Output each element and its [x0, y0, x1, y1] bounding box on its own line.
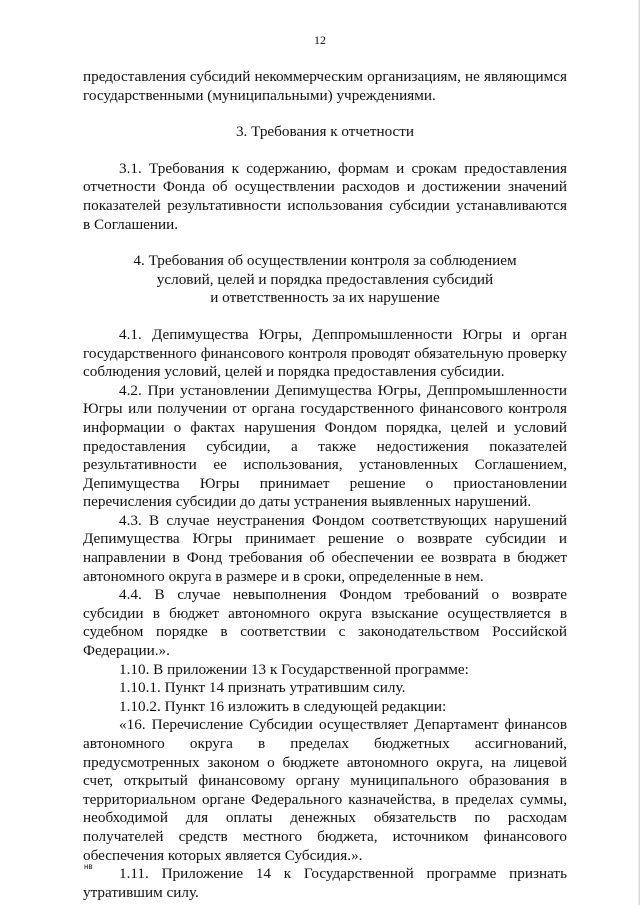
paragraph-4-1: 4.1. Депимущества Югры, Деппромышленности Югры и орган государственного финансового контроля проводят обязательную проверку соблюдения условий, целей и порядка предоставления субсидии. — [83, 325, 567, 381]
paragraph-1-11: 1.11. Приложение 14 к Государственной программе признать утратившим силу. — [83, 865, 567, 901]
page-number: 12 — [314, 33, 326, 47]
paragraph-4-3: 4.3. В случае неустранения Фондом соответствующих нарушений Депимущества Югры принимает решение о возврате субсидии и направлении в Фонд требования об обеспечении ее возврата в бюджет автономного округа в размере и в сроки, определенные в нем. — [83, 511, 567, 585]
paragraph-1-10-1: 1.10.1. Пункт 14 признать утратившим силу. — [119, 679, 406, 697]
document-body — [83, 68, 567, 902]
section-4-title-line: 4. Требования об осуществлении контроля за соблюдением — [133, 252, 517, 270]
paragraph-1-10-2: 1.10.2. Пункт 16 изложить в следующей редакции: — [119, 697, 447, 715]
section-4-title — [83, 252, 567, 308]
paragraph-1-10: 1.10. В приложении 13 к Государственной программе: — [119, 660, 469, 678]
paragraph-3-1: 3.1. Требования к содержанию, формам и срокам предоставления отчетности Фонда об осуществлении расходов и достижении значений показателей результативности использования субсидии устанавливаются в Соглашении. — [83, 159, 567, 233]
paragraph-16: «16. Перечисление Субсидии осуществляет Департамент финансов автономного округа в пределах бюджетных ассигнований, предусмотренных законом о бюджете автономного округа, на лицевой счет, открытый финансовому органу муниципального образования в территориальном органе Федерального казначейства, в пределах суммы, необходимой для оплаты денежных обязательств по расходам получателей средств местного бюджета, источником финансового обеспечения которых является Субсидия.». — [83, 716, 567, 864]
intro-paragraph: предоставления субсидий некоммерческим организациям, не являющимся государственными (муниципальными) учреждениями. — [83, 68, 567, 104]
section-4-title-line: условий, целей и порядка предоставления субсидий — [156, 270, 494, 288]
paragraph-4-2: 4.2. При установлении Депимущества Югры, Деппромышленности Югры или получении от органа государственного финансового контроля информации о фактах нарушения Фондом порядка, целей и условий предоставления субсидии, а также недостижения показателей результативности ее использования, установленных Соглашением, Депимущества Югры принимает решение о приостановлении перечисления субсидии до даты устранения выявленных нарушений. — [83, 381, 567, 511]
paragraph-4-4: 4.4. В случае невыполнения Фондом требований о возврате субсидии в бюджет автономного округа взыскание осуществляется в судебном порядке в соответствии с законодательством Российской Федерации.». — [83, 586, 567, 660]
section-4-title-line: и ответственность за их нарушение — [210, 289, 440, 307]
footer-mark: нв — [84, 862, 93, 871]
section-3-title: 3. Требования к отчетности — [235, 123, 415, 141]
